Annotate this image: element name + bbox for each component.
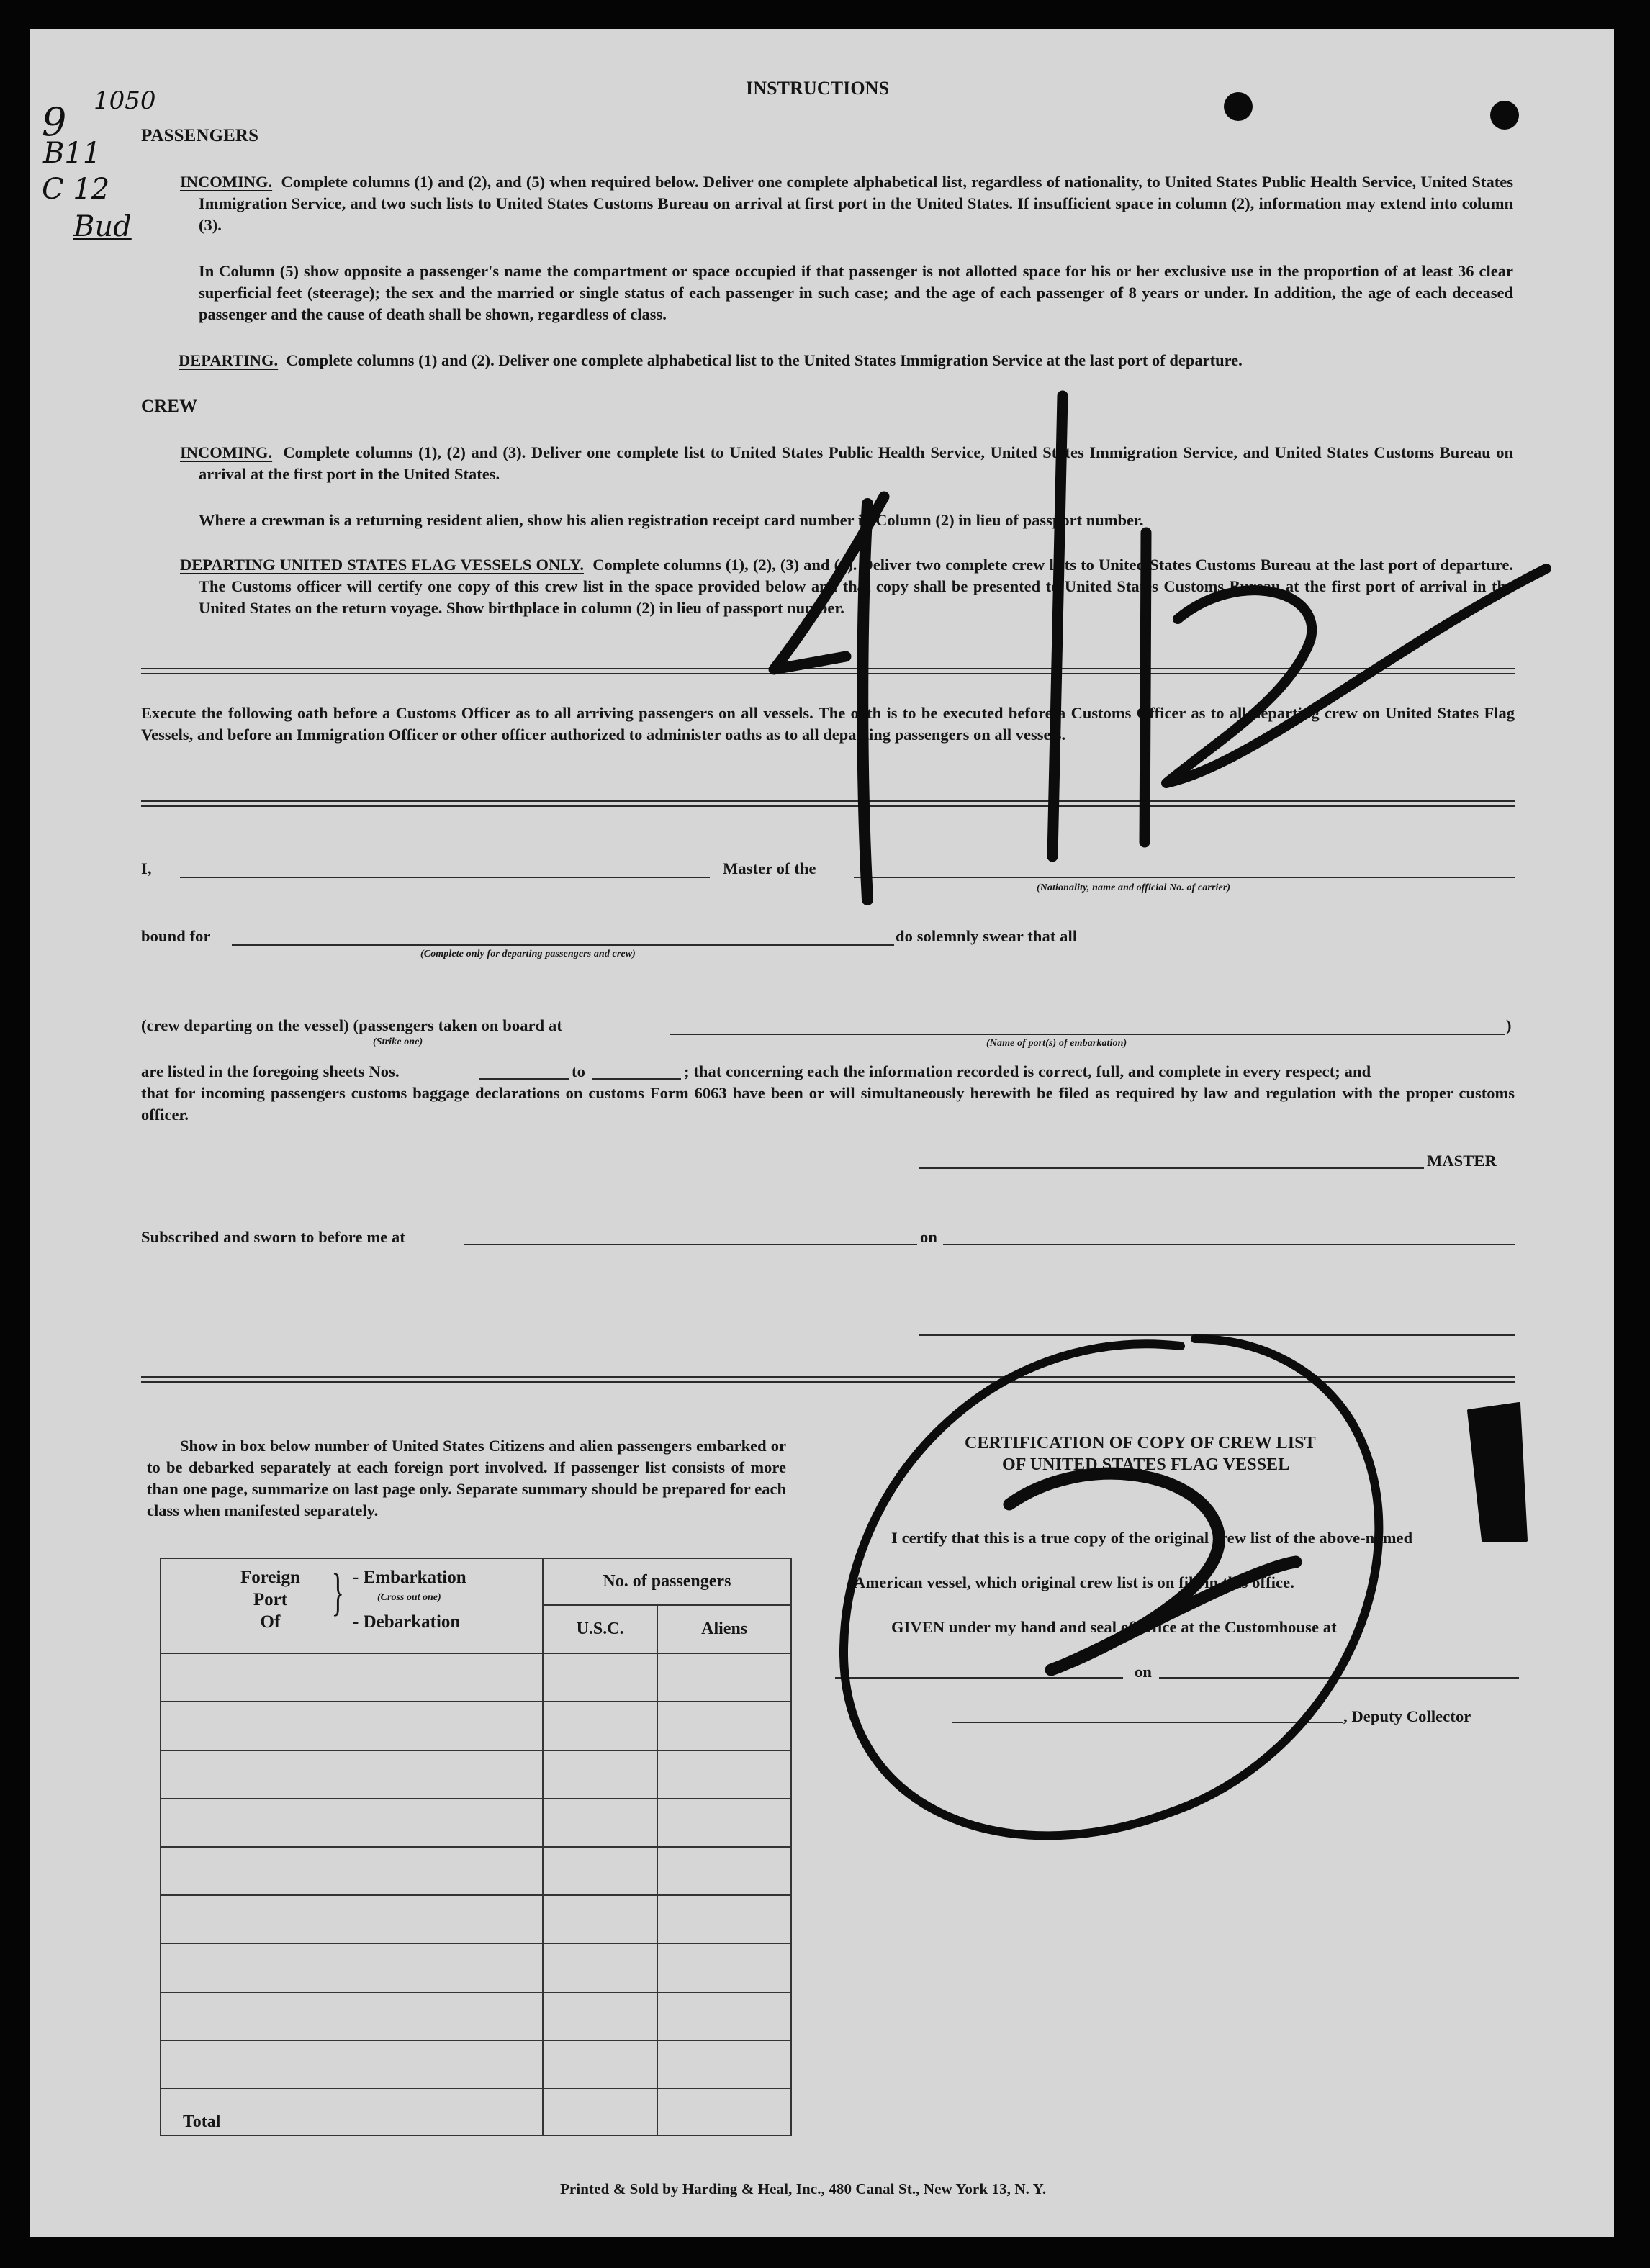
passengers-incoming-label: INCOMING. bbox=[180, 173, 273, 191]
crew-incoming-label: INCOMING. bbox=[180, 443, 273, 461]
oath-do-solemnly: do solemnly swear that all bbox=[896, 927, 1078, 945]
crew-heading: CREW bbox=[141, 397, 198, 416]
table-row bbox=[161, 1702, 791, 1750]
aliens-cell[interactable] bbox=[657, 1943, 791, 1992]
crew-incoming-text: Complete columns (1), (2) and (3). Deliver one complete list to United States Public Health Service, United States Immigration Service, and United States Customs Bureau on arrival at the first port in the United States. bbox=[199, 443, 1513, 483]
crew-incoming bbox=[180, 442, 1513, 485]
certification-line-2: American vessel, which original crew list is on file in this office. bbox=[854, 1573, 1294, 1591]
carrier-line bbox=[854, 877, 1515, 878]
oath-crew-departing: (crew departing on the vessel) (passengers taken on board at bbox=[141, 1016, 562, 1034]
oath-listed-to: to bbox=[572, 1062, 585, 1080]
table-row bbox=[161, 1847, 791, 1895]
subscribed-at-line bbox=[464, 1244, 917, 1245]
printer-footer: Printed & Sold by Harding & Heal, Inc., 480 Canal St., New York 13, N. Y. bbox=[560, 2180, 1047, 2197]
usc-cell[interactable] bbox=[543, 1847, 657, 1895]
usc-header: U.S.C. bbox=[543, 1605, 657, 1653]
subscribed-on: on bbox=[920, 1228, 937, 1246]
summary-header-row bbox=[161, 1558, 791, 1605]
brace-glyph: } bbox=[331, 1563, 344, 1621]
passengers-departing-text: Complete columns (1) and (2). Deliver one complete alphabetical list to the United States Immigration Service at the last port of departure. bbox=[286, 351, 1243, 369]
usc-cell[interactable] bbox=[543, 1943, 657, 1992]
punch-hole-right bbox=[1490, 101, 1519, 130]
foreign-port-header bbox=[161, 1558, 543, 1653]
certification-line-3: GIVEN under my hand and seal of office at the Customhouse at bbox=[891, 1618, 1337, 1636]
foreign-label: Foreign bbox=[240, 1568, 300, 1587]
usc-cell[interactable] bbox=[543, 1992, 657, 2041]
total-label: Total bbox=[161, 2089, 543, 2136]
nationality-note: (Nationality, name and official No. of carrier) bbox=[1037, 882, 1231, 893]
summary-instructions: Show in box below number of United States Citizens and alien passengers embarked or to be debarked separately at each foreign port involved. If passenger list consists of more than one page, summarize on last page only. Separate summary should be prepared for each class when manifested separately. bbox=[147, 1437, 786, 1519]
table-row bbox=[161, 2041, 791, 2089]
handwritten-marks-text bbox=[0, 0, 1, 1]
aliens-cell[interactable] bbox=[657, 2041, 791, 2089]
table-row bbox=[161, 1653, 791, 1702]
master-signature-line bbox=[919, 1167, 1424, 1169]
embarkation-port-line bbox=[670, 1034, 1505, 1035]
usc-cell[interactable] bbox=[543, 2041, 657, 2089]
certification-heading-2: OF UNITED STATES FLAG VESSEL bbox=[1002, 1455, 1290, 1474]
usc-cell[interactable] bbox=[543, 1653, 657, 1702]
usc-cell[interactable] bbox=[543, 1702, 657, 1750]
section-divider-3 bbox=[141, 1376, 1515, 1383]
margin-note-1050: 1050 bbox=[94, 86, 156, 115]
certification-heading-1: CERTIFICATION OF COPY OF CREW LIST bbox=[965, 1434, 1316, 1452]
passengers-departing bbox=[179, 350, 1513, 371]
certification-date-line bbox=[1159, 1677, 1519, 1679]
passengers-column5 bbox=[199, 261, 1513, 325]
port-cell[interactable] bbox=[161, 1895, 543, 1943]
port-cell[interactable] bbox=[161, 1992, 543, 2041]
bound-for-line bbox=[232, 944, 894, 946]
total-usc-cell[interactable] bbox=[543, 2089, 657, 2136]
crew-departing-text: Complete columns (1), (2), (3) and (4). Deliver two complete crew lists to United States Customs Bureau at the last port of departure. The Customs officer will certify one copy of this crew list in the space provided below and that copy shall be presented to United States Customs Bureau at the first port of arrival in the United States on the return voyage. Show birthplace in column (2) in lieu of passport number. bbox=[199, 556, 1513, 617]
margin-note-b11: B11 bbox=[43, 137, 102, 170]
page-title: INSTRUCTIONS bbox=[746, 78, 890, 99]
passengers-departing-label: DEPARTING. bbox=[179, 351, 279, 369]
oath-listed-prefix: are listed in the foregoing sheets Nos. bbox=[141, 1062, 400, 1080]
cross-out-note: (Cross out one) bbox=[377, 1592, 441, 1603]
margin-note-c12: C 12 bbox=[42, 173, 110, 206]
total-aliens-cell[interactable] bbox=[657, 2089, 791, 2136]
port-cell[interactable] bbox=[161, 2041, 543, 2089]
deputy-collector-label: , Deputy Collector bbox=[1343, 1707, 1471, 1725]
table-row bbox=[161, 1895, 791, 1943]
port-cell[interactable] bbox=[161, 1943, 543, 1992]
master-name-line bbox=[180, 877, 710, 878]
customhouse-line bbox=[835, 1677, 1123, 1679]
subscribed-label: Subscribed and sworn to before me at bbox=[141, 1228, 405, 1246]
table-row bbox=[161, 1943, 791, 1992]
close-paren: ) bbox=[1506, 1016, 1512, 1034]
usc-cell[interactable] bbox=[543, 1895, 657, 1943]
oath-listed-cont: that for incoming passengers customs baggage declarations on customs Form 6063 have been or will simultaneously herewith be filed as required by law and regulation with the proper customs officer. bbox=[141, 1084, 1515, 1124]
certification-line-1: I certify that this is a true copy of the original crew list of the above-named bbox=[891, 1529, 1413, 1547]
port-cell[interactable] bbox=[161, 1653, 543, 1702]
margin-note-bud: Bud bbox=[73, 210, 132, 243]
aliens-cell[interactable] bbox=[657, 1702, 791, 1750]
embarkation-label: - Embarkation bbox=[353, 1568, 466, 1587]
crew-resident bbox=[199, 510, 1513, 531]
oath-intro: Execute the following oath before a Customs Officer as to all arriving passengers on all vessels. The oath is to be executed before a Customs Officer as to all departing crew on United States Flag Vessels, and before an Immigration Officer or other officer authorized to administer oaths as to all departing passengers on all vessels. bbox=[141, 704, 1515, 744]
oath-bound-for: bound for bbox=[141, 927, 211, 945]
aliens-cell[interactable] bbox=[657, 1799, 791, 1847]
master-label: MASTER bbox=[1427, 1152, 1497, 1170]
port-label: Port bbox=[253, 1590, 288, 1609]
margin-note-9: 9 bbox=[42, 99, 67, 145]
table-row bbox=[161, 1799, 791, 1847]
sheets-to-line bbox=[592, 1078, 681, 1080]
strike-one-note: (Strike one) bbox=[373, 1036, 423, 1047]
no-of-passengers-header: No. of passengers bbox=[543, 1558, 791, 1605]
passengers-incoming bbox=[180, 171, 1513, 236]
passengers-column5-text: In Column (5) show opposite a passenger's name the compartment or space occupied if that passenger is not allotted space for his or her exclusive use in the proportion of at least 36 clear superficial feet (steerage); the sex and the married or single status of each passenger in such case; and the age of each passenger of 8 years or under. In addition, the age of each deceased passenger and the cause of death shall be shown, regardless of class. bbox=[199, 262, 1513, 323]
oath-i-label: I, bbox=[141, 859, 152, 877]
oath-listed-rest: ; that concerning each the information recorded is correct, full, and complete in every respect; and bbox=[684, 1062, 1371, 1080]
port-cell[interactable] bbox=[161, 1702, 543, 1750]
usc-cell[interactable] bbox=[543, 1799, 657, 1847]
certification-on: on bbox=[1135, 1663, 1152, 1681]
aliens-cell[interactable] bbox=[657, 1750, 791, 1799]
passengers-incoming-text: Complete columns (1) and (2), and (5) when required below. Deliver one complete alphabetical list, regardless of nationality, to United States Public Health Service, United States Immigration Service, and two such lists to United States Customs Bureau on arrival at first port in the United States. If insufficient space in column (2), information may extend into column (3). bbox=[199, 173, 1513, 234]
punch-hole-left bbox=[1224, 92, 1253, 121]
section-divider-2 bbox=[141, 800, 1515, 807]
port-cell[interactable] bbox=[161, 1847, 543, 1895]
complete-only-note: (Complete only for departing passengers and crew) bbox=[420, 949, 636, 959]
usc-cell[interactable] bbox=[543, 1750, 657, 1799]
passengers-heading: PASSENGERS bbox=[141, 126, 259, 145]
aliens-cell[interactable] bbox=[657, 1895, 791, 1943]
aliens-header: Aliens bbox=[657, 1605, 791, 1653]
subscribed-on-line bbox=[943, 1244, 1515, 1245]
debarkation-label: - Debarkation bbox=[353, 1612, 461, 1632]
crew-resident-text: Where a crewman is a returning resident alien, show his alien registration receipt card number in Column (2) in lieu of passport number. bbox=[199, 511, 1144, 529]
aliens-cell[interactable] bbox=[657, 1992, 791, 2041]
officer-signature-line bbox=[919, 1334, 1515, 1336]
aliens-cell[interactable] bbox=[657, 1847, 791, 1895]
total-row bbox=[161, 2089, 791, 2136]
oath-master-of: Master of the bbox=[723, 859, 816, 877]
deputy-signature-line bbox=[952, 1722, 1343, 1723]
of-label: Of bbox=[260, 1612, 281, 1632]
aliens-cell[interactable] bbox=[657, 1653, 791, 1702]
passenger-summary-table bbox=[160, 1558, 792, 2136]
section-divider-1 bbox=[141, 668, 1515, 674]
crew-departing bbox=[180, 554, 1513, 619]
ports-note: (Name of port(s) of embarkation) bbox=[986, 1038, 1127, 1049]
port-cell[interactable] bbox=[161, 1750, 543, 1799]
port-cell[interactable] bbox=[161, 1799, 543, 1847]
crew-departing-label: DEPARTING UNITED STATES FLAG VESSELS ONLY. bbox=[180, 556, 584, 574]
table-row bbox=[161, 1750, 791, 1799]
table-row bbox=[161, 1992, 791, 2041]
sheets-from-line bbox=[479, 1078, 569, 1080]
